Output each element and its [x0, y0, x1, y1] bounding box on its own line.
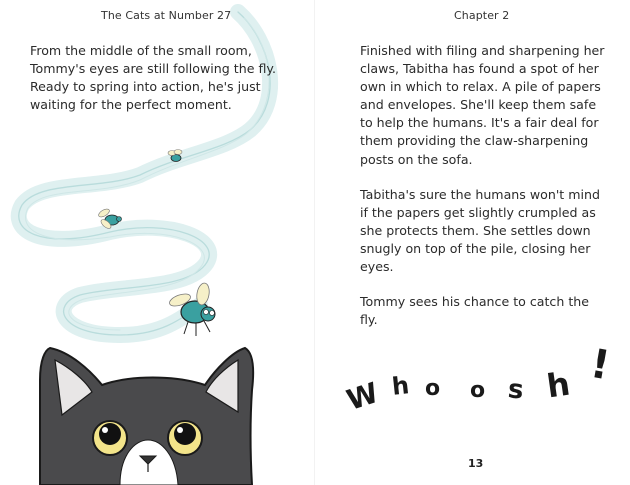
cat-face-illustration [40, 348, 253, 485]
paragraph: Tabitha's sure the humans won't mind if the papers get slightly crumpled as she protects them. She settles down snugly on top of the pile, closing her eyes. [360, 186, 600, 275]
left-page-text [30, 42, 290, 131]
whoosh-letter: h [390, 371, 411, 401]
whoosh-sound-effect [315, 0, 630, 485]
paragraph: From the middle of the small room, Tommy's eyes are still following the fly. Ready to spring into action, he's just waiting for the perfect moment. [30, 43, 277, 113]
whoosh-letter: h [544, 364, 573, 406]
whoosh-letter: o [470, 378, 486, 403]
whoosh-letter: s [506, 374, 526, 406]
running-head-chapter: Chapter 2 [454, 9, 510, 22]
paragraph: Tommy sees his chance to catch the fly. [360, 294, 589, 328]
right-page [315, 0, 630, 485]
running-head-title: The Cats at Number 27 [101, 9, 232, 22]
page-number: 13 [468, 457, 484, 470]
whoosh-letter: ! [587, 340, 614, 390]
paragraph: Finished with filing and sharpening her claws, Tabitha has found a spot of her own in which to relax. A pile of papers and envelopes. She'll keep them safe to help the humans. It's a fair deal for them providing the claw-sharpening posts on the sofa. [360, 43, 605, 167]
whoosh-letter: o [425, 376, 441, 401]
whoosh-letter: W [342, 376, 383, 417]
